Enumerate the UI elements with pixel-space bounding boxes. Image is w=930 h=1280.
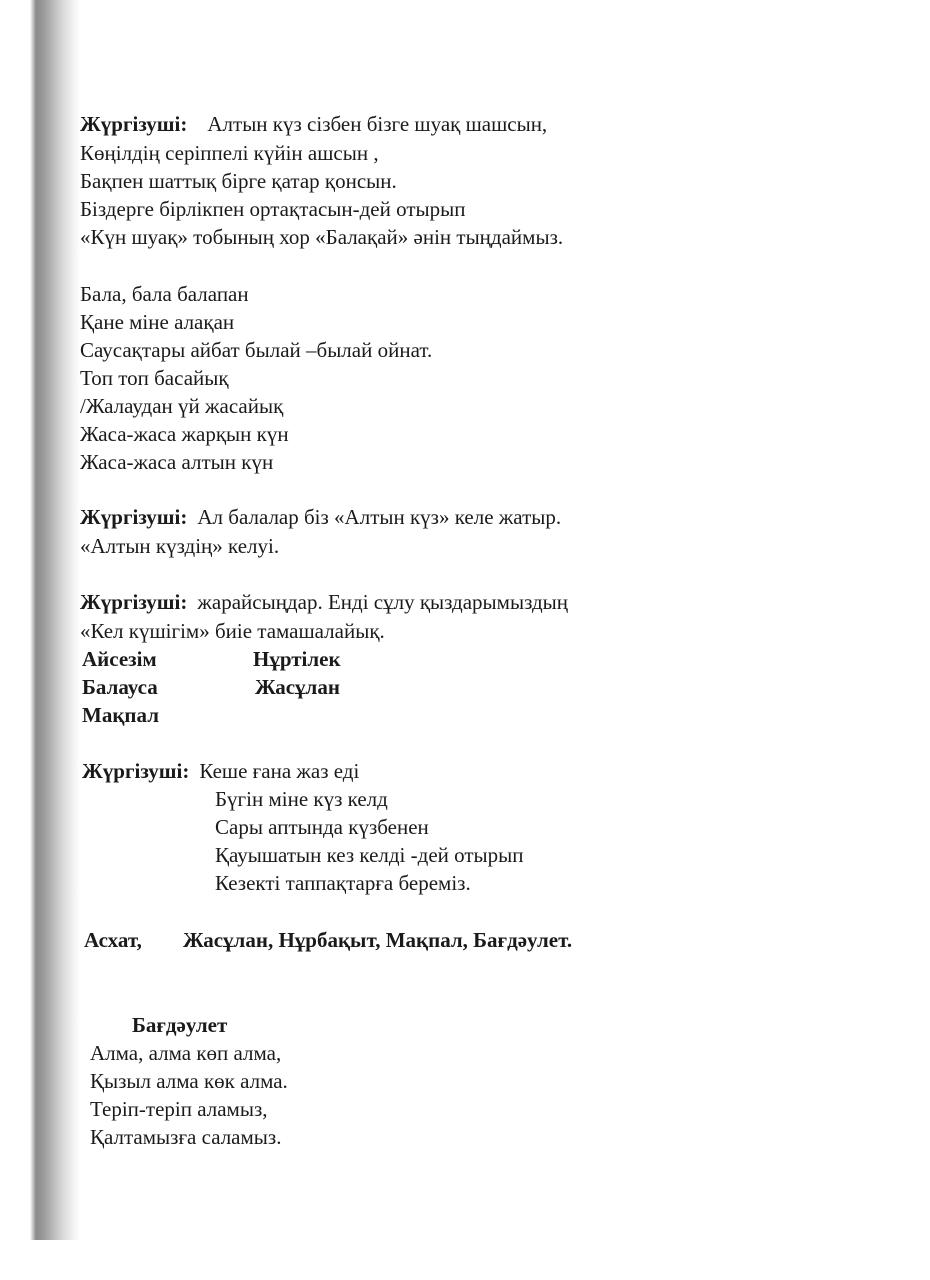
block3-line-1 [80, 590, 568, 614]
verse-line: «Кел күшігім» биіе тамашалайық. [80, 619, 385, 643]
verse-line: Көңілдің серіппелі күйін ашсын , [80, 141, 379, 165]
dancer-name: Жасұлан [255, 675, 340, 699]
block2-line-1 [80, 505, 561, 529]
speaker-label: Жүргізуші: [82, 759, 190, 783]
poem-line: Алма, алма көп алма, [90, 1041, 282, 1065]
poem-author: Бағдәулет [132, 1013, 228, 1037]
performer-list: Жасұлан, Нұрбақыт, Мақпал, Бағдәулет. [183, 928, 573, 952]
verse-line: Ал балалар біз «Алтын күз» келе жатыр. [197, 505, 562, 529]
dancer-name: Мақпал [82, 703, 159, 727]
song-line: Жаса-жаса жарқын күн [80, 422, 289, 446]
performer-first: Асхат, [84, 928, 142, 952]
poem-line: Қызыл алма көк алма. [90, 1069, 288, 1093]
song-line: Жаса-жаса алтын күн [80, 450, 274, 474]
verse-line: «Алтын күздің» келуі. [80, 534, 280, 558]
verse-line: Сары аптында күзбенен [215, 815, 429, 839]
verse-line: Алтын күз сізбен бізге шуақ шашсын, [207, 112, 548, 136]
dancer-name: Айсезім [82, 647, 157, 671]
scan-edge-bottom [0, 1240, 80, 1280]
scan-edge-shadow [0, 0, 80, 1280]
song-line: Қане міне алақан [80, 310, 235, 334]
verse-line: Біздерге бірлікпен ортақтасын-дей отырып [80, 197, 466, 221]
speaker-label: Жүргізуші: [80, 505, 188, 529]
poem-line: Қалтамызға саламыз. [90, 1125, 282, 1149]
verse-line: Қауышатын кез келді -дей отырып [215, 843, 524, 867]
block4-line-1 [82, 759, 359, 783]
song-line: Топ топ басайық [80, 366, 229, 390]
verse-line: жарайсыңдар. Енді сұлу қыздарымыздың [197, 590, 569, 614]
verse-line: Бүгін міне күз келд [215, 787, 388, 811]
song-line: Бала, бала балапан [80, 282, 249, 306]
verse-line: Кезекті таппақтарға береміз. [215, 871, 471, 895]
block1-line-1 [80, 112, 547, 136]
verse-line: «Күн шуақ» тобының хор «Балақай» әнін тыңдаймыз. [80, 225, 564, 249]
speaker-label: Жүргізуші: [80, 112, 188, 136]
verse-line: Кеше ғана жаз еді [199, 759, 360, 783]
poem-line: Теріп-теріп аламыз, [90, 1097, 268, 1121]
song-line: Саусақтары айбат былай –былай ойнат. [80, 338, 433, 362]
verse-line: Бақпен шаттық бірге қатар қонсын. [80, 169, 397, 193]
speaker-label: Жүргізуші: [80, 590, 188, 614]
dancer-name: Балауса [82, 675, 158, 699]
song-line: /Жалаудан үй жасайық [80, 394, 284, 418]
dancer-name: Нұртілек [253, 647, 341, 671]
